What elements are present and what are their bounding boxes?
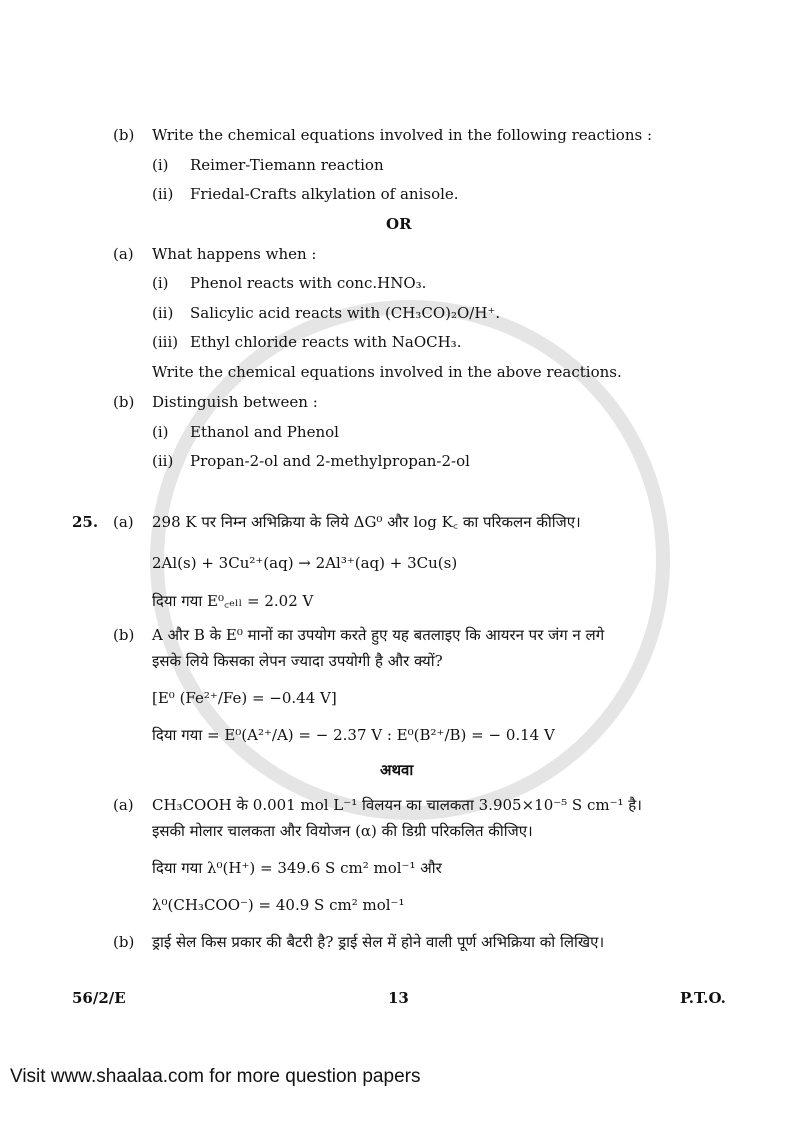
part-label: (b) <box>113 626 135 644</box>
question-text: 298 K पर निम्न अभिक्रिया के लिये ΔG⁰ और log K꜀ का परिकलन कीजिए। <box>152 513 581 531</box>
question-text: ड्राई सेल किस प्रकार की बैटरी है? ड्राई सेल में होने वाली पूर्ण अभिक्रिया को लिखिए। <box>152 933 605 951</box>
question-text: What happens when : <box>152 245 317 263</box>
item-number: (ii) <box>152 185 174 203</box>
given-data: λ⁰(CH₃COO⁻) = 40.9 S cm² mol⁻¹ <box>152 896 405 914</box>
paper-code: 56/2/E <box>72 989 126 1007</box>
part-label: (a) <box>113 245 134 263</box>
item-text: Reimer-Tiemann reaction <box>190 156 384 174</box>
given-data: दिया गया = E⁰(A²⁺/A) = − 2.37 V : E⁰(B²⁺/B) = − 0.14 V <box>152 726 555 744</box>
item-text: Friedal-Crafts alkylation of anisole. <box>190 185 459 203</box>
part-label: (b) <box>113 933 135 951</box>
shaalaa-link[interactable]: Visit www.shaalaa.com for more question papers <box>10 1066 421 1087</box>
question-text: A और B के E⁰ मानों का उपयोग करते हुए यह बतलाइए कि आयरन पर जंग न लगे <box>152 626 605 644</box>
question-number: 25. <box>72 513 99 531</box>
item-number: (iii) <box>152 333 179 351</box>
or-divider: OR <box>386 215 412 233</box>
item-number: (ii) <box>152 452 174 470</box>
item-text: Propan-2-ol and 2-methylpropan-2-ol <box>190 452 470 470</box>
question-text: CH₃COOH के 0.001 mol L⁻¹ विलयन का चालकता 3.905×10⁻⁵ S cm⁻¹ है। <box>152 796 642 814</box>
item-text: Salicylic acid reacts with (CH₃CO)₂O/H⁺. <box>190 304 501 322</box>
question-text: Write the chemical equations involved in the following reactions : <box>152 126 652 144</box>
item-number: (i) <box>152 156 169 174</box>
question-text: इसकी मोलार चालकता और वियोजन (α) की डिग्री परिकलित कीजिए। <box>152 822 533 840</box>
part-label: (b) <box>113 126 135 144</box>
given-data: दिया गया E⁰꜀ₑₗₗ = 2.02 V <box>152 592 314 610</box>
question-text: Write the chemical equations involved in the above reactions. <box>152 363 622 381</box>
page-number: 13 <box>388 989 409 1007</box>
item-number: (i) <box>152 274 169 292</box>
item-text: Ethanol and Phenol <box>190 423 339 441</box>
given-data: दिया गया λ⁰(H⁺) = 349.6 S cm² mol⁻¹ और <box>152 859 442 877</box>
or-divider-hindi: अथवा <box>380 761 414 779</box>
given-data: [E⁰ (Fe²⁺/Fe) = −0.44 V] <box>152 689 337 707</box>
pto-label: P.T.O. <box>680 989 726 1007</box>
part-label: (a) <box>113 513 134 531</box>
part-label: (a) <box>113 796 134 814</box>
question-text: इसके लिये किसका लेपन ज्यादा उपयोगी है और क्यों? <box>152 652 443 670</box>
question-text: Distinguish between : <box>152 393 318 411</box>
item-text: Ethyl chloride reacts with NaOCH₃. <box>190 333 462 351</box>
item-number: (ii) <box>152 304 174 322</box>
item-text: Phenol reacts with conc.HNO₃. <box>190 274 427 292</box>
part-label: (b) <box>113 393 135 411</box>
equation: 2Al(s) + 3Cu²⁺(aq) → 2Al³⁺(aq) + 3Cu(s) <box>152 554 458 572</box>
item-number: (i) <box>152 423 169 441</box>
